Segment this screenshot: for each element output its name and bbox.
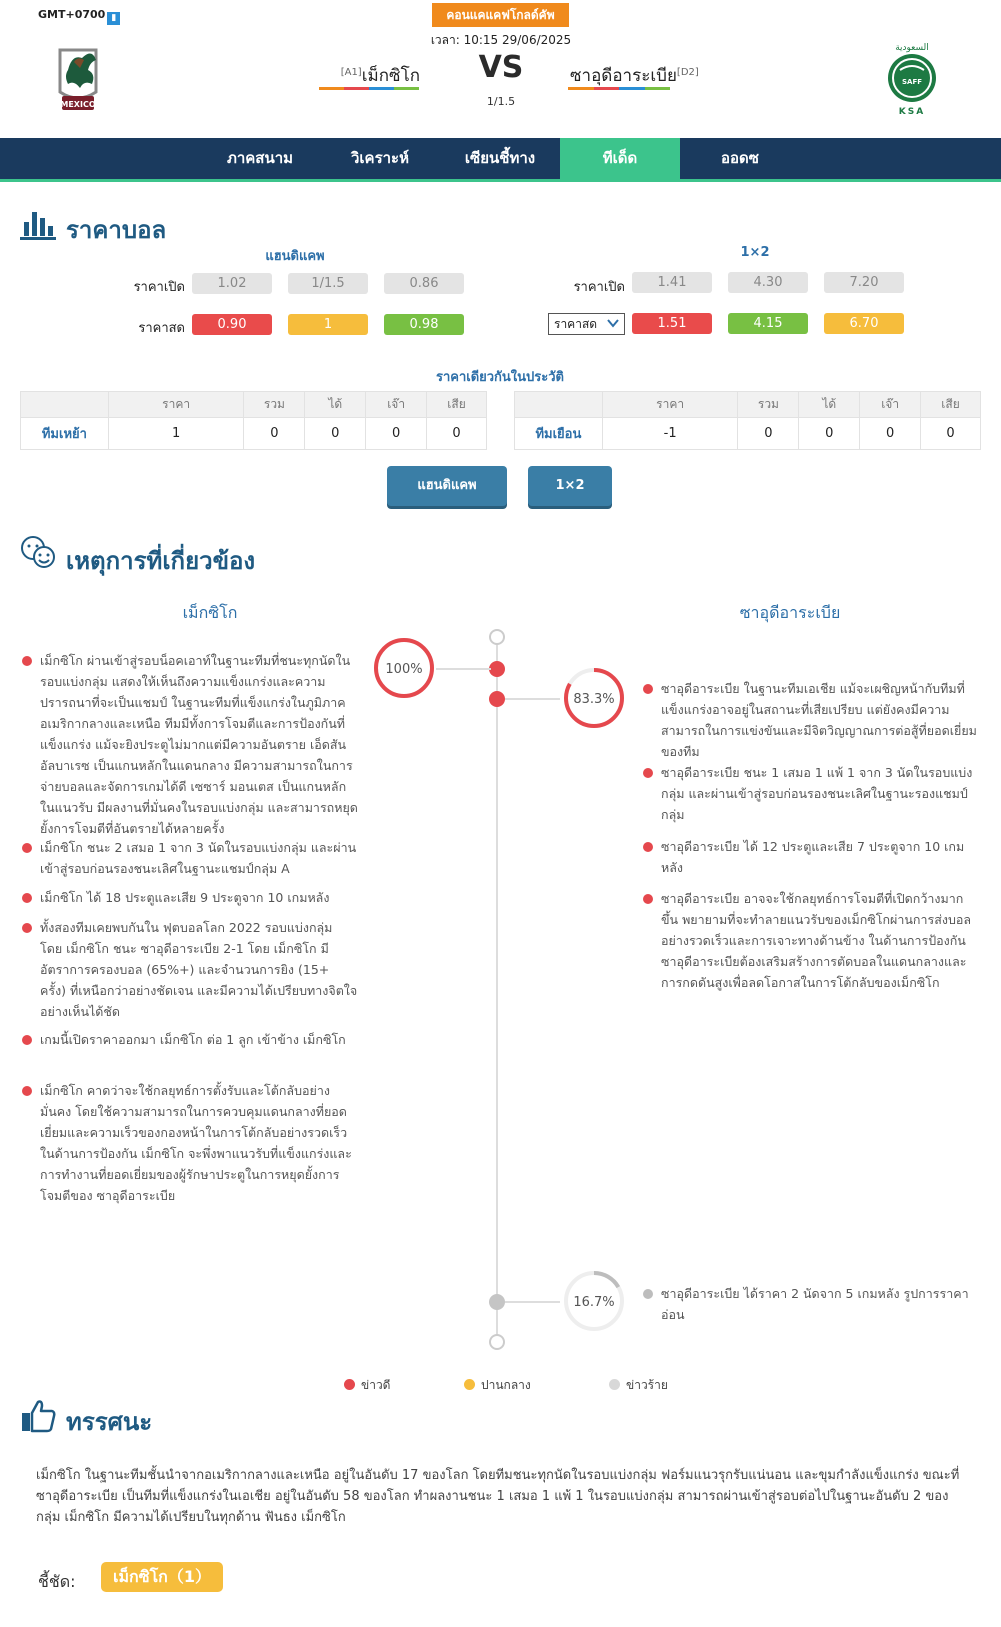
good-news-dot — [22, 656, 32, 666]
table-cell: 0 — [860, 418, 921, 450]
table-header: เจ๊า — [366, 392, 427, 418]
nav-tab-tips[interactable]: ทีเด็ด — [560, 138, 680, 179]
bad-news-dot — [643, 1289, 653, 1299]
away-good-percent: 83.3% — [573, 692, 615, 707]
handicap-live-home: 0.90 — [192, 314, 272, 335]
table-row — [21, 418, 487, 450]
table-cell: 0 — [799, 418, 860, 450]
table-cell: 1 — [108, 418, 244, 450]
one-x-two-live-home: 1.51 — [632, 313, 712, 334]
legend-bad: ข่าวร้าย — [609, 1376, 668, 1395]
chevron-down-icon — [606, 315, 620, 337]
legend-neutral: ปานกลาง — [464, 1376, 531, 1395]
legend-good: ข่าวดี — [344, 1376, 390, 1395]
handicap-open-line: 1/1.5 — [288, 273, 368, 294]
home-event-item: เม็กซิโก คาดว่าจะใช้กลยุทธ์การตั้งรับและโต้กลับอย่างมั่นคง โดยใช้ความสามารถในการควบคุมแดนกลางที่ยอดเยี่ยมและความเร็วของกองหน้าในการโต้กลับอย่างรวดเร็ว ในด้านการป้องกัน เม็กซิโก จะพึ่งพาแนวรับที่แข็งแกร่งและการทำงานที่ยอดเยี่ยมของผู้รักษาประตูในการหยุดยั้งการโจมตีของ ซาอุดีอาระเบีย — [40, 1080, 358, 1206]
svg-text:MEXICO: MEXICO — [60, 100, 96, 109]
good-news-dot — [22, 1035, 32, 1045]
one-x-two-live-draw: 4.15 — [728, 313, 808, 334]
one-x-two-open-label: ราคาเปิด — [573, 280, 625, 295]
handicap-open-label: ราคาเปิด — [133, 280, 185, 295]
one-x-two-open-draw: 4.30 — [728, 272, 808, 293]
timeline-connector — [505, 1301, 560, 1303]
table-cell: 0 — [244, 418, 305, 450]
good-news-dot — [22, 1086, 32, 1096]
timeline-end-node — [489, 1334, 505, 1350]
handicap-line: 1/1.5 — [486, 95, 516, 108]
tab-handicap[interactable]: แฮนดิแคพ — [387, 466, 507, 506]
home-team-label: เม็กซิโก — [361, 66, 420, 86]
home-event-item: เกมนี้เปิดราคาออกมา เม็กซิโก ต่อ 1 ลูก เข้าข้าง เม็กซิโก — [40, 1029, 358, 1050]
away-event-item-bad: ซาอุดีอาระเบีย ได้ราคา 2 นัดจาก 5 เกมหลัง รูปการราคาอ่อน — [661, 1283, 979, 1325]
away-event-item: ซาอุดีอาระเบีย ได้ 12 ประตูและเสีย 7 ประตูจาก 10 เกมหลัง — [661, 836, 979, 878]
handicap-live-line: 1 — [288, 314, 368, 335]
history-title: ราคาเดียวกันในประวัติ — [435, 370, 565, 385]
table-cell: 0 — [366, 418, 427, 450]
table-header: ราคา — [108, 392, 244, 418]
away-bad-percent: 16.7% — [573, 1295, 615, 1310]
home-event-item: ทั้งสองทีมเคยพบกันใน ฟุตบอลโลก 2022 รอบแบ่งกลุ่ม โดย เม็กซิโก ชนะ ซาอุดีอาระเบีย 2-1 โดย เม็กซิโก มีอัตราการครองบอล (65%+) และจำนวนการยิง (15+ ครั้ง) ที่เหนือกว่าอย่างชัดเจน และมีความได้เปรียบทางจิตใจอย่างเห็นได้ชัด — [40, 917, 358, 1022]
nav-tab-experts[interactable]: เซียนชี้ทาง — [464, 149, 536, 167]
timeline-connector — [436, 668, 491, 670]
chart-icon[interactable]: ▮ — [107, 12, 120, 25]
handicap-live-label: ราคาสด — [138, 321, 185, 336]
live-odds-select[interactable] — [548, 313, 625, 335]
one-x-two-live-away: 6.70 — [824, 313, 904, 334]
good-news-dot — [22, 923, 32, 933]
handicap-open-away: 0.86 — [384, 273, 464, 294]
main-nav — [0, 138, 1001, 179]
home-event-item: เม็กซิโก ได้ 18 ประตูและเสีย 9 ประตูจาก 10 เกมหลัง — [40, 887, 358, 908]
good-news-dot — [643, 842, 653, 852]
nav-underline — [0, 179, 1001, 182]
timeline-connector — [505, 698, 560, 700]
table-cell: -1 — [602, 418, 738, 450]
opinion-text: เม็กซิโก ในฐานะทีมชั้นนำจากอเมริกากลางและเหนือ อยู่ในอันดับ 17 ของโลก โดยทีมชนะทุกนัดในรอบแบ่งกลุ่ม ฟอร์มแนวรุกรับแน่นอน และขุมกำลังแข็งแกร่ง ขณะที่ ซาอุดีอาระเบีย เป็นทีมที่แข็งแกร่งในเอเชีย อยู่ในอันดับ 58 ของโลก ทำผลงานชนะ 1 เสมอ 1 แพ้ 1 ในรอบแบ่งกลุ่ม สามารถผ่านเข้าสู่รอบต่อไปในฐานะอันดับ 2 ของกลุ่ม เม็กซิโก มีความได้เปรียบในทุกด้าน ฟันธง เม็กซิโก — [36, 1468, 960, 1525]
bar-chart-icon — [20, 206, 56, 242]
pick-badge: เม็กซิโก（1） — [101, 1562, 223, 1592]
table-header: ได้ — [305, 392, 366, 418]
away-event-item: ซาอุดีอาระเบีย ชนะ 1 เสมอ 1 แพ้ 1 จาก 3 นัดในรอบแบ่งกลุ่ม และผ่านเข้าสู่รอบก่อนรองชนะเลิศในฐานะรองแชมป์กลุ่ม — [661, 762, 979, 825]
timeline-home-good-node — [489, 661, 505, 677]
away-event-item: ซาอุดีอาระเบีย ในฐานะทีมเอเชีย แม้จะเผชิญหน้ากับทีมที่แข็งแกร่งอาจอยู่ในสถานะที่เสียเปรียบ แต่ยังคงมีความสามารถในการแข่งขันและมีจิตวิญญาณการต่อสู้ที่ยอดเยี่ยมของทีม — [661, 678, 979, 762]
history-table-home — [20, 391, 487, 450]
home-event-item: เม็กซิโก ชนะ 2 เสมอ 1 จาก 3 นัดในรอบแบ่งกลุ่ม และผ่านเข้าสู่รอบก่อนรองชนะเลิศในฐานะแชมป์กลุ่ม A — [40, 837, 358, 879]
good-news-dot — [643, 684, 653, 694]
history-table-away — [514, 391, 981, 450]
home-team-name[interactable] — [320, 62, 420, 89]
table-header-blank — [21, 392, 109, 418]
chat-faces-icon — [20, 535, 56, 571]
away-good-ring — [562, 666, 626, 730]
svg-text:KSA: KSA — [898, 107, 926, 117]
away-team-underline — [568, 87, 670, 90]
one-x-two-title: 1×2 — [740, 245, 770, 260]
handicap-open-home: 1.02 — [192, 273, 272, 294]
table-header: ราคา — [602, 392, 738, 418]
timeline-start-node — [489, 629, 505, 645]
thumbs-up-icon — [20, 1398, 56, 1434]
vs-label: VS — [478, 50, 524, 85]
home-team-rank: [A1] — [340, 67, 362, 78]
away-team-rank: [D2] — [676, 67, 699, 78]
table-cell: 0 — [738, 418, 799, 450]
table-header: ได้ — [799, 392, 860, 418]
away-team-name[interactable] — [570, 62, 710, 89]
good-news-dot — [22, 843, 32, 853]
home-team-logo[interactable] — [46, 40, 110, 118]
good-news-dot — [643, 768, 653, 778]
table-header: รวม — [738, 392, 799, 418]
table-header-blank — [515, 392, 603, 418]
handicap-live-away: 0.98 — [384, 314, 464, 335]
away-bad-ring — [562, 1269, 626, 1333]
away-event-item: ซาอุดีอาระเบีย อาจจะใช้กลยุทธ์การโจมตีที่เปิดกว้างมากขึ้น พยายามที่จะทำลายแนวรับของเม็กซิโกผ่านการส่งบอลอย่างรวดเร็วและการเจาะทางด้านข้าง ในด้านการป้องกัน ซาอุดีอาระเบียต้องเสริมสร้างการตัดบอลในแดนกลางและการกดดันสูงเพื่อลดโอกาสในการโต้กลับของเม็กซิโก — [661, 888, 979, 993]
opinion-section-title: ทรรศนะ — [66, 1408, 153, 1436]
pick-label: ชี้ชัด: — [38, 1572, 76, 1591]
svg-text:السعودية: السعودية — [895, 43, 929, 53]
events-away-team: ซาอุดีอาระเบีย — [739, 603, 841, 622]
home-team-underline — [319, 87, 419, 90]
league-badge[interactable]: คอนแคแคฟโกลด์คัพ — [432, 3, 569, 27]
nav-tab-field[interactable]: ภาคสนาม — [226, 149, 294, 167]
odds-section-title: ราคาบอล — [66, 216, 167, 244]
nav-tab-analysis[interactable]: วิเคราะห์ — [350, 149, 409, 167]
live-odds-select-value: ราคาสด — [554, 317, 598, 331]
legend-neutral-dot — [464, 1379, 475, 1390]
home-good-percent: 100% — [385, 662, 423, 677]
legend-good-dot — [344, 1379, 355, 1390]
match-time: เวลา: 10:15 29/06/2025 — [430, 33, 572, 47]
timezone-label — [38, 8, 120, 25]
timezone-text: GMT+0700 — [38, 8, 106, 21]
timeline-away-bad-node — [489, 1294, 505, 1310]
mexico-crest-icon — [46, 40, 110, 118]
events-home-team: เม็กซิโก — [182, 603, 238, 622]
svg-text:SAFF: SAFF — [901, 78, 923, 86]
saudi-crest-icon — [880, 40, 944, 118]
handicap-title: แฮนดิแคพ — [265, 249, 325, 264]
legend-bad-dot — [609, 1379, 620, 1390]
history-away-label: ทีมเยือน — [515, 418, 603, 450]
table-header: เจ๊า — [860, 392, 921, 418]
good-news-dot — [643, 894, 653, 904]
table-header: รวม — [244, 392, 305, 418]
table-cell: 0 — [921, 418, 981, 450]
events-timeline — [496, 633, 498, 1337]
table-header: เสีย — [921, 392, 981, 418]
good-news-dot — [22, 893, 32, 903]
one-x-two-open-away: 7.20 — [824, 272, 904, 293]
nav-tab-odds[interactable]: ออดซ — [721, 149, 759, 167]
history-home-label: ทีมเหย้า — [21, 418, 109, 450]
table-header-row — [21, 392, 487, 418]
home-event-item: เม็กซิโก ผ่านเข้าสู่รอบน็อคเอาท์ในฐานะทีมที่ชนะทุกนัดในรอบแบ่งกลุ่ม แสดงให้เห็นถึงความแข็งแกร่งและความปรารถนาที่จะเป็นแชมป์ ในฐานะทีมที่แข็งแกร่งในภูมิภาคอเมริกากลางและเหนือ ทีมมีทั้งการโจมตีและการป้องกันที่แข็งแกร่ง แม้จะยิงประตูไม่มากแต่มีความอันตราย เอ็ดสัน อัลบาเรซ เป็นแกนหลักในแดนกลาง มีความสามารถในการจ่ายบอลและจัดการเกมได้ดี เซซาร์ มอนเตส เป็นแกนหลักในแนวรับ มีผลงานที่มั่นคงในรอบแบ่งกลุ่ม และสามารถหยุดยั้งการโจมตีที่อันตรายได้หลายครั้ง — [40, 650, 358, 839]
home-good-ring — [372, 636, 436, 700]
away-team-label: ซาอุดีอาระเบีย — [570, 66, 677, 86]
tab-one-x-two[interactable]: 1×2 — [528, 466, 612, 506]
table-cell: 0 — [305, 418, 366, 450]
table-header: เสีย — [427, 392, 487, 418]
events-section-title: เหตุการที่เกี่ยวข้อง — [66, 547, 256, 575]
away-team-logo[interactable] — [880, 40, 944, 118]
table-row — [515, 418, 981, 450]
table-header-row — [515, 392, 981, 418]
table-cell: 0 — [427, 418, 487, 450]
timeline-away-good-node — [489, 691, 505, 707]
one-x-two-open-home: 1.41 — [632, 272, 712, 293]
